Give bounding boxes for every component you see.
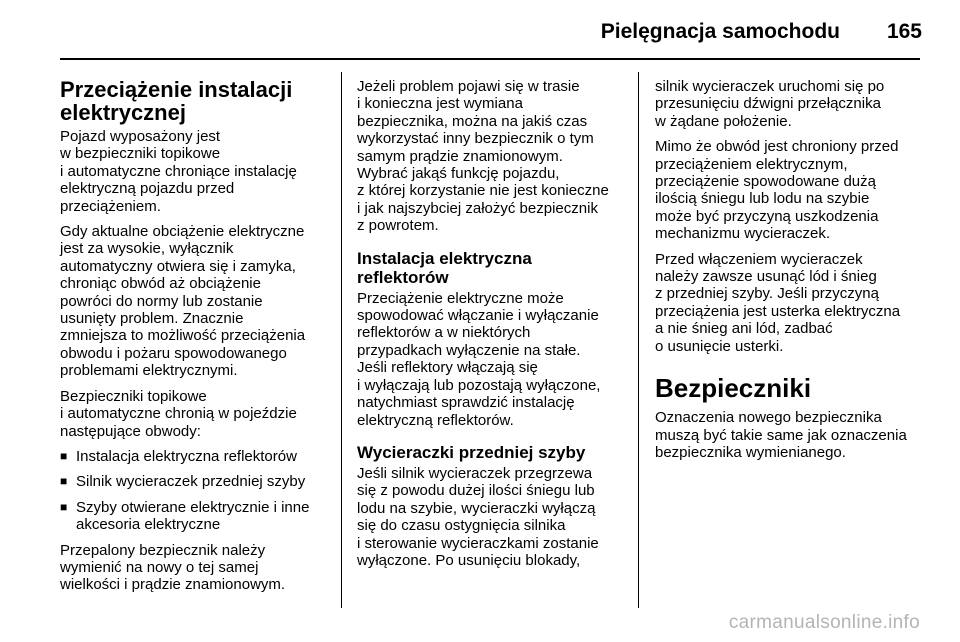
section-heading-overload: Przeciążenie instalacji elektrycznej xyxy=(60,77,293,125)
column-divider-2 xyxy=(638,72,639,608)
column-divider-1 xyxy=(341,72,342,608)
section-heading-wipers: Wycieraczki przedniej szyby xyxy=(357,442,586,462)
paragraph: Gdy aktualne obciążenie elektryczne jest za wysokie, wyłącznik automatyczny otwiera się i zamyka, chroniąc obwód aż obciążenie powróci do normy lub zostanie usunięty problem. Znacznie zmniejsza to możliwość przeciążenia obwodu i pożaru spowodowanego problemami elektrycznymi. xyxy=(60,223,306,380)
column-2 xyxy=(357,78,625,577)
bullet-square-icon: ■ xyxy=(60,499,68,514)
paragraph: Przeciążenie elektryczne może spowodować włączanie i wyłączanie reflektorów a w niektórych przypadkach wyłączenie na stałe. Jeśli reflektory włączają się i wyłączają lub pozostają wyłączone, natychmiast sprawdzić instalację elektryczną reflektorów. xyxy=(357,289,601,429)
page-header-title: Pielęgnacja samochodu xyxy=(600,20,840,43)
paragraph: Jeżeli problem pojawi się w trasie i konieczna jest wymiana bezpiecznika, można na jakiś czas wykorzystać inny bezpiecznik o tym samym prądzie znamionowym. Wybrać jakąś funkcję pojazdu, z której korzystanie nie jest konieczne i jak najszybciej założyć bezpiecznik z powrotem. xyxy=(357,78,609,235)
paragraph: Bezpieczniki topikowe i automatyczne chronią w pojeździe następujące obwody: xyxy=(60,387,297,440)
bullet-text: Silnik wycieraczek przedniej szyby xyxy=(76,473,306,491)
paragraph: Przed włączeniem wycieraczek należy zawsze usunąć lód i śnieg z przedniej szyby. Jeśli przyczyną przeciążenia jest usterka elektryczna a nie śnieg ani lód, zadbać o usunięcie usterki. xyxy=(655,250,901,355)
bullet-text: Instalacja elektryczna reflektorów xyxy=(76,447,297,465)
paragraph: Oznaczenia nowego bezpiecznika muszą być takie same jak oznaczenia bezpiecznika wymienianego. xyxy=(655,409,907,461)
paragraph: Mimo że obwód jest chroniony przed przeciążeniem elektrycznym, przeciążenie spowodowane dużą ilością śniegu lub lodu na szybie może być przyczyną uszkodzenia mechanizmu wycieraczek. xyxy=(655,138,899,243)
paragraph: Przepalony bezpiecznik należy wymienić na nowy o tej samej wielkości i prądzie znamionowym. xyxy=(60,541,286,594)
page-number: 165 xyxy=(886,20,922,43)
bullet-square-icon: ■ xyxy=(60,448,68,463)
column-1 xyxy=(60,78,328,602)
section-heading-headlights: Instalacja elektryczna reflektorów xyxy=(357,248,532,287)
header-rule xyxy=(60,58,920,60)
bullet-item xyxy=(60,473,328,490)
bullet-item xyxy=(60,448,328,465)
bullet-item xyxy=(60,499,328,534)
paragraph: Pojazd wyposażony jest w bezpieczniki topikowe i automatyczne chroniące instalację elektryczną pojazdu przed przeciążeniem. xyxy=(60,128,297,215)
bullet-square-icon: ■ xyxy=(60,474,68,489)
paragraph: silnik wycieraczek uruchomi się po przesunięciu dźwigni przełącznika w żądane położenie. xyxy=(655,78,885,130)
paragraph: Jeśli silnik wycieraczek przegrzewa się z powodu dużej ilości śniegu lub lodu na szybie, wycieraczki wyłączą się do czasu ostygnięcia silnika i sterowanie wycieraczkami zostanie wyłączone. Po usunięciu blokady, xyxy=(357,464,599,569)
column-3 xyxy=(655,78,923,469)
section-heading-fuses: Bezpieczniki xyxy=(655,373,812,404)
watermark-text: carmanualsonline.info xyxy=(728,612,920,633)
bullet-text: Szyby otwierane elektrycznie i inne akcesoria elektryczne xyxy=(76,498,310,534)
